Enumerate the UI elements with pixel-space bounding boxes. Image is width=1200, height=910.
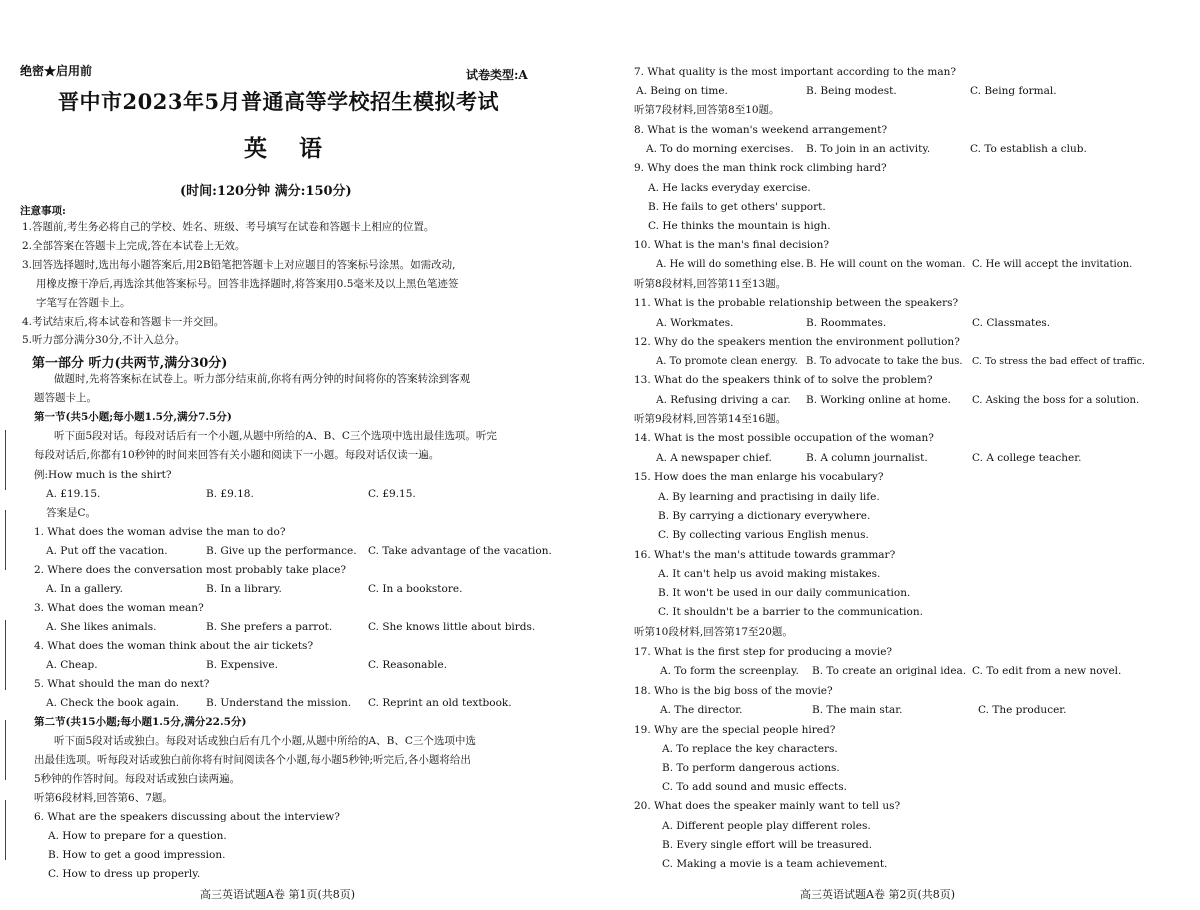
option-c: C. Classmates. bbox=[972, 317, 1051, 329]
option-a: A. How to prepare for a question. bbox=[48, 830, 227, 842]
material-label: 听第8段材料,回答第11至13题。 bbox=[634, 278, 787, 290]
option-c: C. She knows little about birds. bbox=[368, 621, 536, 633]
part1-intro: 做题时,先将答案标在试卷上。听力部分结束前,你将有两分钟的时间将你的答案转涂到客观 bbox=[54, 373, 471, 385]
option-b: B. In a library. bbox=[206, 583, 282, 595]
option-a: A. Check the book again. bbox=[46, 697, 180, 709]
option-a: A. She likes animals. bbox=[46, 621, 157, 633]
option-c: C. A college teacher. bbox=[972, 452, 1082, 464]
option-c: C. Making a movie is a team achievement. bbox=[662, 858, 888, 870]
option-b: B. He will count on the woman. bbox=[806, 259, 966, 270]
note-line: 1.答题前,考生务必将自己的学校、姓名、班级、考号填写在试卷和答题卡上相应的位置。 bbox=[22, 221, 435, 233]
option-a: A. Refusing driving a car. bbox=[656, 394, 791, 406]
option-c: C. He thinks the mountain is high. bbox=[648, 220, 831, 232]
section1-intro: 每段对话后,你都有10秒钟的时间来回答有关小题和阅读下一小题。每段对话仅读一遍。 bbox=[34, 449, 440, 461]
section1-intro: 听下面5段对话。每段对话后有一个小题,从题中所给的A、B、C三个选项中选出最佳选项。听完 bbox=[54, 430, 497, 442]
option-b: B. Being modest. bbox=[806, 85, 897, 97]
option-a: A. Cheap. bbox=[46, 659, 98, 671]
binding-line bbox=[5, 800, 6, 860]
question: 17. What is the first step for producing a movie? bbox=[634, 646, 893, 658]
question: 2. Where does the conversation most probably take place? bbox=[34, 564, 347, 576]
option-b: B. To create an original idea. bbox=[812, 665, 967, 677]
option-b: B. Give up the performance. bbox=[206, 545, 357, 557]
option-a: A. The director. bbox=[660, 704, 743, 716]
material-label: 听第7段材料,回答第8至10题。 bbox=[634, 104, 780, 116]
question: 19. Why are the special people hired? bbox=[634, 724, 836, 736]
option-b: B. To join in an activity. bbox=[806, 143, 931, 155]
option-c: C. To add sound and music effects. bbox=[662, 781, 847, 793]
option-c: C. He will accept the invitation. bbox=[972, 259, 1133, 270]
exam-title: 晋中市2023年5月普通高等学校招生模拟考试 bbox=[58, 89, 500, 114]
question: 5. What should the man do next? bbox=[34, 678, 210, 690]
option-a: A. Workmates. bbox=[656, 317, 734, 329]
subject-title: 英 语 bbox=[244, 135, 335, 162]
option-b: B. By carrying a dictionary everywhere. bbox=[658, 510, 871, 522]
question: 1. What does the woman advise the man to do? bbox=[34, 526, 286, 538]
option-b: B. How to get a good impression. bbox=[48, 849, 226, 861]
option-c: C. The producer. bbox=[978, 704, 1067, 716]
option-c: C. To edit from a new novel. bbox=[972, 665, 1122, 677]
material-label: 听第6段材料,回答第6、7题。 bbox=[34, 792, 173, 804]
note-line: 2.全部答案在答题卡上完成,答在本试卷上无效。 bbox=[22, 240, 246, 252]
binding-line bbox=[5, 620, 6, 690]
option-c: C. Take advantage of the vacation. bbox=[368, 545, 552, 557]
question: 10. What is the man's final decision? bbox=[634, 239, 829, 251]
option-b: B. It won't be used in our daily communication. bbox=[658, 587, 911, 599]
option-b: B. Roommates. bbox=[806, 317, 887, 329]
material-label: 听第9段材料,回答第14至16题。 bbox=[634, 413, 787, 425]
question: 11. What is the probable relationship between the speakers? bbox=[634, 297, 959, 309]
option-b: B. To perform dangerous actions. bbox=[662, 762, 840, 774]
section2-heading: 第二节(共15小题;每小题1.5分,满分22.5分) bbox=[34, 716, 247, 728]
page-footer: 高三英语试题A卷 第1页(共8页) bbox=[200, 888, 356, 901]
option-c: C. By collecting various English menus. bbox=[658, 529, 869, 541]
notes-heading: 注意事项: bbox=[20, 205, 66, 217]
option-a: A. To do morning exercises. bbox=[646, 143, 794, 155]
question: 14. What is the most possible occupation of the woman? bbox=[634, 432, 934, 444]
option-a: A. To promote clean energy. bbox=[656, 356, 798, 367]
section2-intro: 5秒钟的作答时间。每段对话或独白读两遍。 bbox=[34, 773, 241, 785]
option-a: A. A newspaper chief. bbox=[656, 452, 772, 464]
question: 13. What do the speakers think of to solve the problem? bbox=[634, 374, 933, 386]
example-option-b: B. £9.18. bbox=[206, 488, 254, 500]
option-b: B. She prefers a parrot. bbox=[206, 621, 333, 633]
note-line: 4.考试结束后,将本试卷和答题卡一并交回。 bbox=[22, 316, 225, 328]
option-a: A. By learning and practising in daily life. bbox=[658, 491, 880, 503]
option-a: A. In a gallery. bbox=[46, 583, 123, 595]
option-c: C. Being formal. bbox=[970, 85, 1057, 97]
question: 9. Why does the man think rock climbing hard? bbox=[634, 162, 887, 174]
option-a: A. Different people play different roles. bbox=[662, 820, 871, 832]
question: 20. What does the speaker mainly want to tell us? bbox=[634, 800, 901, 812]
paper-type: 试卷类型:A bbox=[466, 68, 528, 82]
option-c: C. In a bookstore. bbox=[368, 583, 463, 595]
binding-line bbox=[5, 430, 6, 490]
example-question: 例:How much is the shirt? bbox=[34, 469, 172, 481]
binding-line bbox=[5, 510, 6, 570]
section1-heading: 第一节(共5小题;每小题1.5分,满分7.5分) bbox=[34, 411, 232, 423]
part1-intro: 题答题卡上。 bbox=[34, 392, 97, 404]
option-c: C. To stress the bad effect of traffic. bbox=[972, 356, 1145, 367]
note-line: 5.听力部分满分30分,不计入总分。 bbox=[22, 334, 186, 346]
example-option-c: C. £9.15. bbox=[368, 488, 416, 500]
option-a: A. Put off the vacation. bbox=[46, 545, 168, 557]
page-2 bbox=[600, 0, 1200, 910]
note-line: 3.回答选择题时,选出每小题答案后,用2B铅笔把答题卡上对应题目的答案标号涂黑。如需改动, bbox=[22, 259, 456, 271]
note-line: 用橡皮擦干净后,再选涂其他答案标号。回答非选择题时,将答案用0.5毫米及以上黑色笔迹签 bbox=[36, 278, 459, 290]
question: 6. What are the speakers discussing about the interview? bbox=[34, 811, 340, 823]
option-b: B. To advocate to take the bus. bbox=[806, 356, 963, 367]
option-b: B. Working online at home. bbox=[806, 394, 951, 406]
question: 7. What quality is the most important according to the man? bbox=[634, 66, 956, 78]
option-a: A. To form the screenplay. bbox=[660, 665, 799, 677]
section2-intro: 听下面5段对话或独白。每段对话或独白后有几个小题,从题中所给的A、B、C三个选项中选 bbox=[54, 735, 476, 747]
part1-heading: 第一部分 听力(共两节,满分30分) bbox=[32, 356, 228, 371]
option-c: C. Reprint an old textbook. bbox=[368, 697, 512, 709]
option-a: A. He lacks everyday exercise. bbox=[648, 182, 811, 194]
question: 15. How does the man enlarge his vocabulary? bbox=[634, 471, 884, 483]
option-c: C. Reasonable. bbox=[368, 659, 448, 671]
question: 8. What is the woman's weekend arrangement? bbox=[634, 124, 888, 136]
binding-line bbox=[5, 720, 6, 780]
question: 12. Why do the speakers mention the environment pollution? bbox=[634, 336, 960, 348]
option-b: B. Expensive. bbox=[206, 659, 278, 671]
section2-intro: 出最佳选项。听每段对话或独白前你将有时间阅读各个小题,每小题5秒钟;听完后,各小题将给出 bbox=[34, 754, 471, 766]
example-answer: 答案是C。 bbox=[46, 507, 97, 519]
option-b: B. He fails to get others' support. bbox=[648, 201, 826, 213]
secret-label: 绝密★启用前 bbox=[20, 64, 93, 78]
question: 3. What does the woman mean? bbox=[34, 602, 204, 614]
option-b: B. Understand the mission. bbox=[206, 697, 352, 709]
option-a: A. To replace the key characters. bbox=[662, 743, 838, 755]
note-line: 字笔写在答题卡上。 bbox=[36, 297, 131, 309]
page-footer: 高三英语试题A卷 第2页(共8页) bbox=[800, 888, 956, 901]
option-b: B. A column journalist. bbox=[806, 452, 928, 464]
option-c: C. Asking the boss for a solution. bbox=[972, 395, 1140, 406]
option-b: B. The main star. bbox=[812, 704, 903, 716]
material-label: 听第10段材料,回答第17至20题。 bbox=[634, 626, 793, 638]
question: 18. Who is the big boss of the movie? bbox=[634, 685, 833, 697]
question: 16. What's the man's attitude towards grammar? bbox=[634, 549, 896, 561]
option-b: B. Every single effort will be treasured. bbox=[662, 839, 873, 851]
option-c: C. To establish a club. bbox=[970, 143, 1087, 155]
option-a: A. It can't help us avoid making mistakes. bbox=[658, 568, 881, 580]
option-a: A. He will do something else. bbox=[656, 259, 804, 270]
option-a: A. Being on time. bbox=[636, 85, 728, 97]
question: 4. What does the woman think about the air tickets? bbox=[34, 640, 314, 652]
time-score: (时间:120分钟 满分:150分) bbox=[180, 184, 352, 199]
option-c: C. How to dress up properly. bbox=[48, 868, 201, 880]
example-option-a: A. £19.15. bbox=[46, 488, 101, 500]
option-c: C. It shouldn't be a barrier to the communication. bbox=[658, 606, 923, 618]
